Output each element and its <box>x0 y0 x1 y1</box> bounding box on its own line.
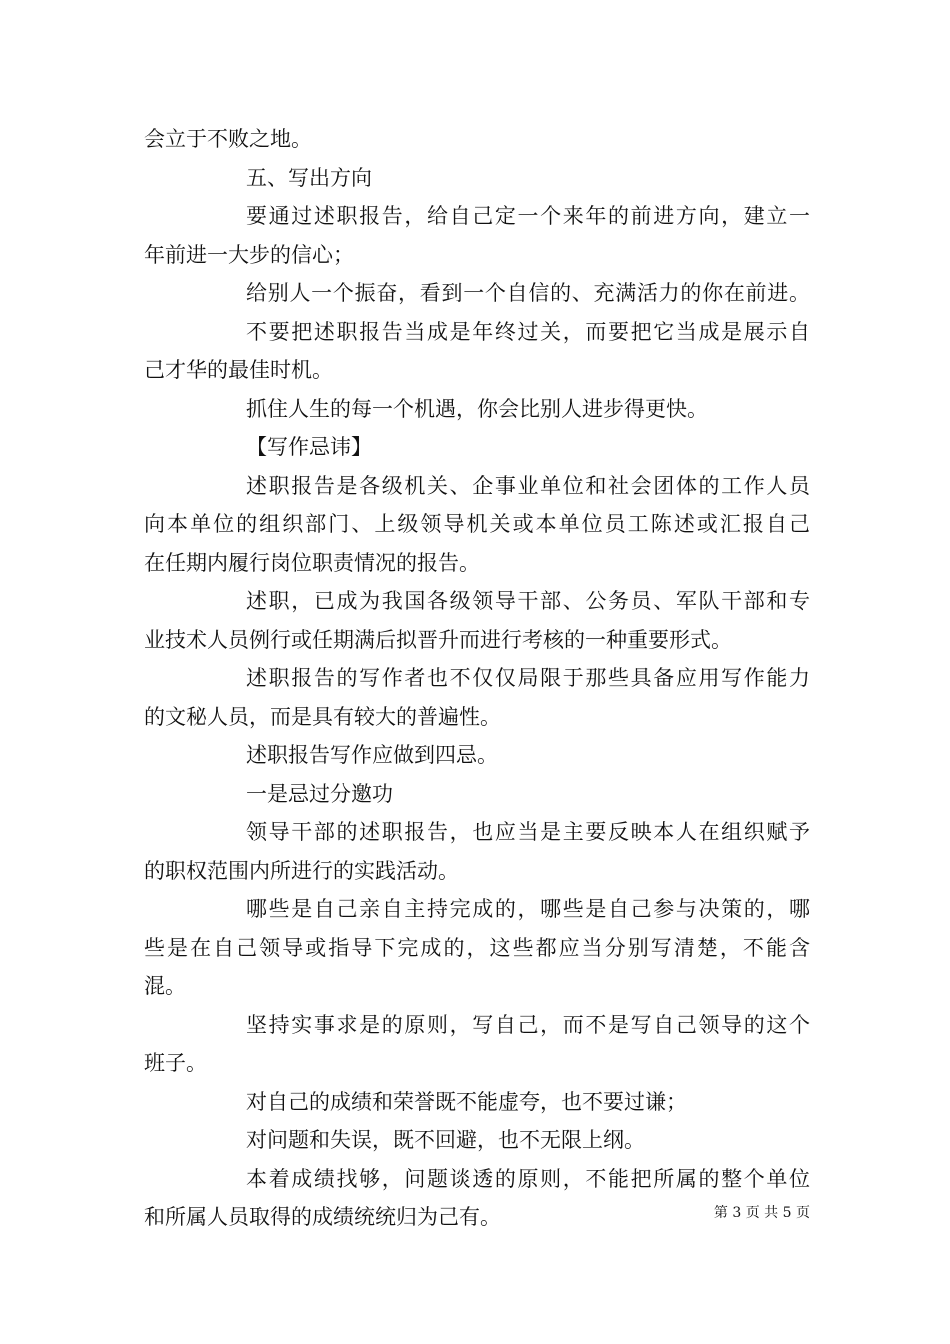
text-line: 向本单位的组织部门、上级领导机关或本单位员工陈述或汇报自己 <box>144 512 810 536</box>
text-line: 给别人一个振奋，看到一个自信的、充满活力的你在前进。 <box>246 281 810 305</box>
text-line: 的文秘人员，而是具有较大的普遍性。 <box>144 704 501 729</box>
text-line: 抓住人生的每一个机遇，你会比别人进步得更快。 <box>246 396 708 421</box>
text-line: 对自己的成绩和荣誉既不能虚夸，也不要过谦； <box>246 1089 687 1114</box>
text-line: 哪些是自己亲自主持完成的，哪些是自己参与决策的，哪 <box>246 897 810 921</box>
text-line: 一是忌过分邀功 <box>246 781 393 806</box>
document-body <box>144 120 810 1237</box>
text-line: 述职报告写作应做到四忌。 <box>246 743 498 767</box>
text-line: 不要把述职报告当成是年终过关，而要把它当成是展示自 <box>246 319 810 344</box>
text-line: 五、写出方向 <box>246 165 372 190</box>
text-line: 述职报告的写作者也不仅仅局限于那些具备应用写作能力 <box>246 666 810 690</box>
text-line: 【写作忌讳】 <box>246 435 372 459</box>
text-line: 年前进一大步的信心； <box>144 242 354 267</box>
text-line: 会立于不败之地。 <box>144 127 312 151</box>
text-line: 和所属人员取得的成绩统统归为己有。 <box>144 1205 501 1229</box>
text-line: 领导干部的述职报告，也应当是主要反映本人在组织赋予 <box>246 820 810 844</box>
text-line: 己才华的最佳时机。 <box>144 358 333 382</box>
text-line: 业技术人员例行或任期满后拟晋升而进行考核的一种重要形式。 <box>144 627 732 652</box>
text-line: 班子。 <box>144 1051 207 1075</box>
text-line: 述职报告是各级机关、企事业单位和社会团体的工作人员 <box>246 473 810 498</box>
text-line: 混。 <box>144 974 186 998</box>
text-line: 述职，已成为我国各级领导干部、公务员、军队干部和专 <box>246 589 810 613</box>
text-line: 在任期内履行岗位职责情况的报告。 <box>144 550 480 575</box>
text-line: 些是在自己领导或指导下完成的，这些都应当分别写清楚，不能含 <box>144 935 810 960</box>
page-number-footer: 第 3 页 共 5 页 <box>713 1205 810 1221</box>
text-line: 的职权范围内所进行的实践活动。 <box>144 858 459 883</box>
text-line: 对问题和失误，既不回避，也不无限上纲。 <box>246 1128 645 1152</box>
text-line: 坚持实事求是的原则，写自己，而不是写自己领导的这个 <box>246 1012 810 1037</box>
text-line: 要通过述职报告，给自己定一个来年的前进方向，建立一 <box>246 204 810 228</box>
text-line: 本着成绩找够，问题谈透的原则，不能把所属的整个单位 <box>246 1166 810 1191</box>
